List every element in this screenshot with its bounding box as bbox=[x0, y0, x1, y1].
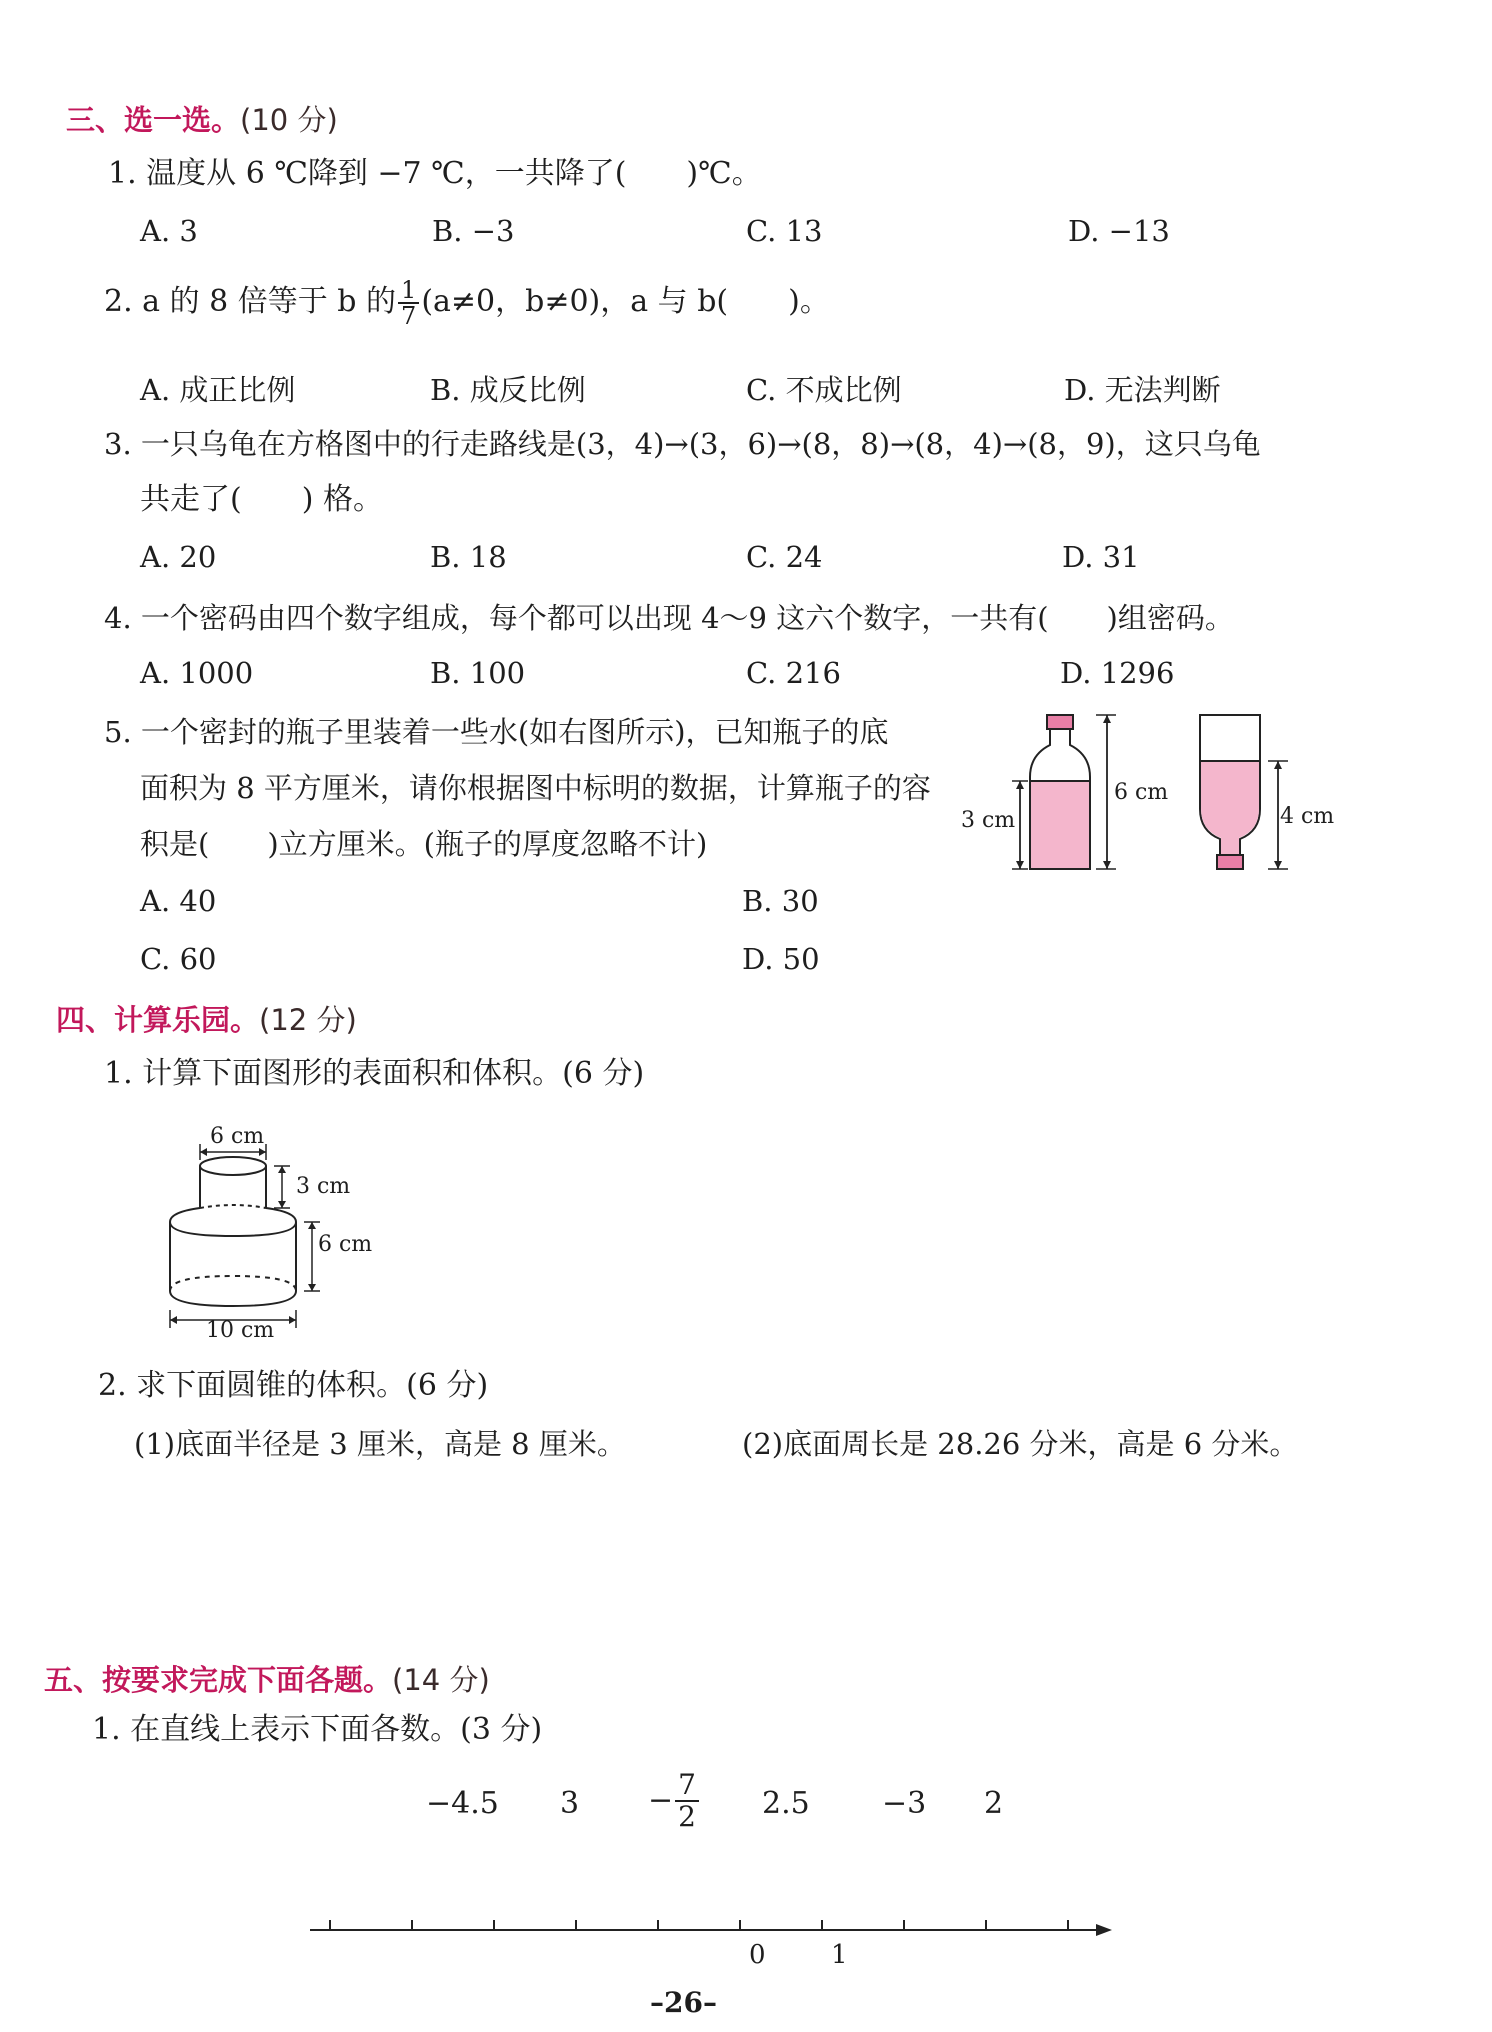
section-3-heading bbox=[66, 98, 338, 139]
section-3-title: 三、选一选。 bbox=[66, 103, 241, 137]
number-3-fraction bbox=[675, 1770, 699, 1832]
number-1: −4.5 bbox=[426, 1786, 499, 1821]
number-line bbox=[300, 1910, 1120, 1950]
bottle-inverted-cap bbox=[1217, 855, 1243, 869]
q3-4-option-b: B. 100 bbox=[430, 656, 526, 690]
number-line-zero: 0 bbox=[749, 1940, 766, 1970]
q3-4-option-d: D. 1296 bbox=[1060, 656, 1175, 690]
number-3-num: 7 bbox=[675, 1770, 699, 1802]
number-3 bbox=[648, 1770, 701, 1832]
large-cylinder-top bbox=[170, 1208, 296, 1236]
bottle-inverted-water bbox=[1201, 761, 1259, 855]
q3-2-option-b: B. 成反比例 bbox=[430, 373, 586, 407]
number-line-ticks bbox=[330, 1920, 1068, 1930]
bottle-total-label: 6 cm bbox=[1114, 780, 1169, 805]
small-cylinder-top bbox=[200, 1157, 266, 1175]
q4-1-text: 1. 计算下面图形的表面积和体积。(6 分) bbox=[104, 1056, 645, 1091]
q3-4-option-a: A. 1000 bbox=[140, 656, 254, 690]
q3-2-frac-num: 1 bbox=[398, 278, 419, 304]
q4-2-text: 2. 求下面圆锥的体积。(6 分) bbox=[98, 1368, 489, 1403]
q3-5-option-b: B. 30 bbox=[742, 884, 819, 918]
q3-2-option-a: A. 成正比例 bbox=[140, 373, 296, 407]
number-6: 2 bbox=[984, 1786, 1004, 1821]
section-5-score: (14 分) bbox=[392, 1663, 490, 1697]
section-4-heading bbox=[56, 998, 357, 1039]
q3-1-option-d: D. −13 bbox=[1068, 214, 1170, 248]
q3-3-line2: 共走了( ) 格。 bbox=[140, 482, 383, 517]
q3-1-option-a: A. 3 bbox=[140, 214, 198, 248]
number-2: 3 bbox=[560, 1786, 580, 1821]
section-4-title: 四、计算乐园。 bbox=[56, 1003, 260, 1037]
section-5-heading bbox=[44, 1658, 490, 1699]
page-number: –26– bbox=[650, 1986, 717, 2019]
bottle-inverted-label: 4 cm bbox=[1280, 804, 1335, 829]
q3-2-fraction bbox=[398, 278, 419, 328]
number-line-one: 1 bbox=[831, 1940, 848, 1970]
q5-1-text: 1. 在直线上表示下面各数。(3 分) bbox=[92, 1712, 543, 1747]
cylinder-top-height: 3 cm bbox=[296, 1174, 351, 1199]
q3-3-option-d: D. 31 bbox=[1062, 540, 1140, 574]
q3-2-post: (a≠0，b≠0)，a 与 b( )。 bbox=[421, 284, 830, 319]
q3-5-option-a: A. 40 bbox=[140, 884, 217, 918]
q3-4-text: 4. 一个密码由四个数字组成，每个都可以出现 4～9 这六个数字，一共有( )组密码。 bbox=[104, 601, 1234, 635]
number-4: 2.5 bbox=[762, 1786, 810, 1821]
q4-2-part1: (1)底面半径是 3 厘米，高是 8 厘米。 bbox=[134, 1427, 626, 1461]
section-5-title: 五、按要求完成下面各题。 bbox=[44, 1663, 393, 1697]
q3-3-option-b: B. 18 bbox=[430, 540, 507, 574]
q3-5-option-d: D. 50 bbox=[742, 942, 820, 976]
q3-3-line1: 3. 一只乌龟在方格图中的行走路线是(3，4)→(3，6)→(8，8)→(8，4)→(8，9)，这只乌龟 bbox=[104, 427, 1261, 461]
q3-4-option-c: C. 216 bbox=[746, 656, 841, 690]
bottle-water-label: 3 cm bbox=[961, 808, 1016, 833]
cylinder-top-diameter: 6 cm bbox=[210, 1124, 265, 1149]
q3-3-option-a: A. 20 bbox=[140, 540, 217, 574]
large-cylinder-bottom-front bbox=[170, 1291, 296, 1306]
q4-2-part2: (2)底面周长是 28.26 分米，高是 6 分米。 bbox=[742, 1427, 1299, 1461]
q3-2-option-c: C. 不成比例 bbox=[746, 373, 902, 407]
q3-1-option-c: C. 13 bbox=[746, 214, 823, 248]
q3-2-frac-den: 7 bbox=[401, 302, 417, 330]
q3-3-option-c: C. 24 bbox=[746, 540, 823, 574]
cylinder-bottom-height: 6 cm bbox=[318, 1232, 373, 1257]
q3-5-line2: 面积为 8 平方厘米，请你根据图中标明的数据，计算瓶子的容 bbox=[140, 771, 931, 805]
q3-2-text bbox=[104, 278, 830, 328]
large-cylinder-bottom-back bbox=[170, 1276, 296, 1291]
q3-5-line1: 5. 一个密封的瓶子里装着一些水(如右图所示)，已知瓶子的底 bbox=[104, 715, 889, 749]
q3-2-option-d: D. 无法判断 bbox=[1064, 373, 1221, 407]
bottle-cap bbox=[1047, 715, 1073, 729]
number-5: −3 bbox=[882, 1786, 927, 1821]
q3-1-text: 1. 温度从 6 ℃降到 −7 ℃，一共降了( )℃。 bbox=[108, 156, 762, 191]
q3-2-pre: 2. a 的 8 倍等于 b 的 bbox=[104, 284, 397, 319]
section-4-score: (12 分) bbox=[259, 1003, 357, 1037]
number-3-sign: − bbox=[648, 1783, 674, 1818]
number-3-den: 2 bbox=[678, 1800, 696, 1833]
q3-5-option-c: C. 60 bbox=[140, 942, 217, 976]
section-3-score: (10 分) bbox=[240, 103, 338, 137]
q3-1-option-b: B. −3 bbox=[432, 214, 515, 248]
bottle-upright-water bbox=[1031, 781, 1089, 868]
cylinder-bottom-diameter: 10 cm bbox=[206, 1318, 275, 1343]
q3-5-line3: 积是( )立方厘米。(瓶子的厚度忽略不计) bbox=[140, 827, 708, 861]
